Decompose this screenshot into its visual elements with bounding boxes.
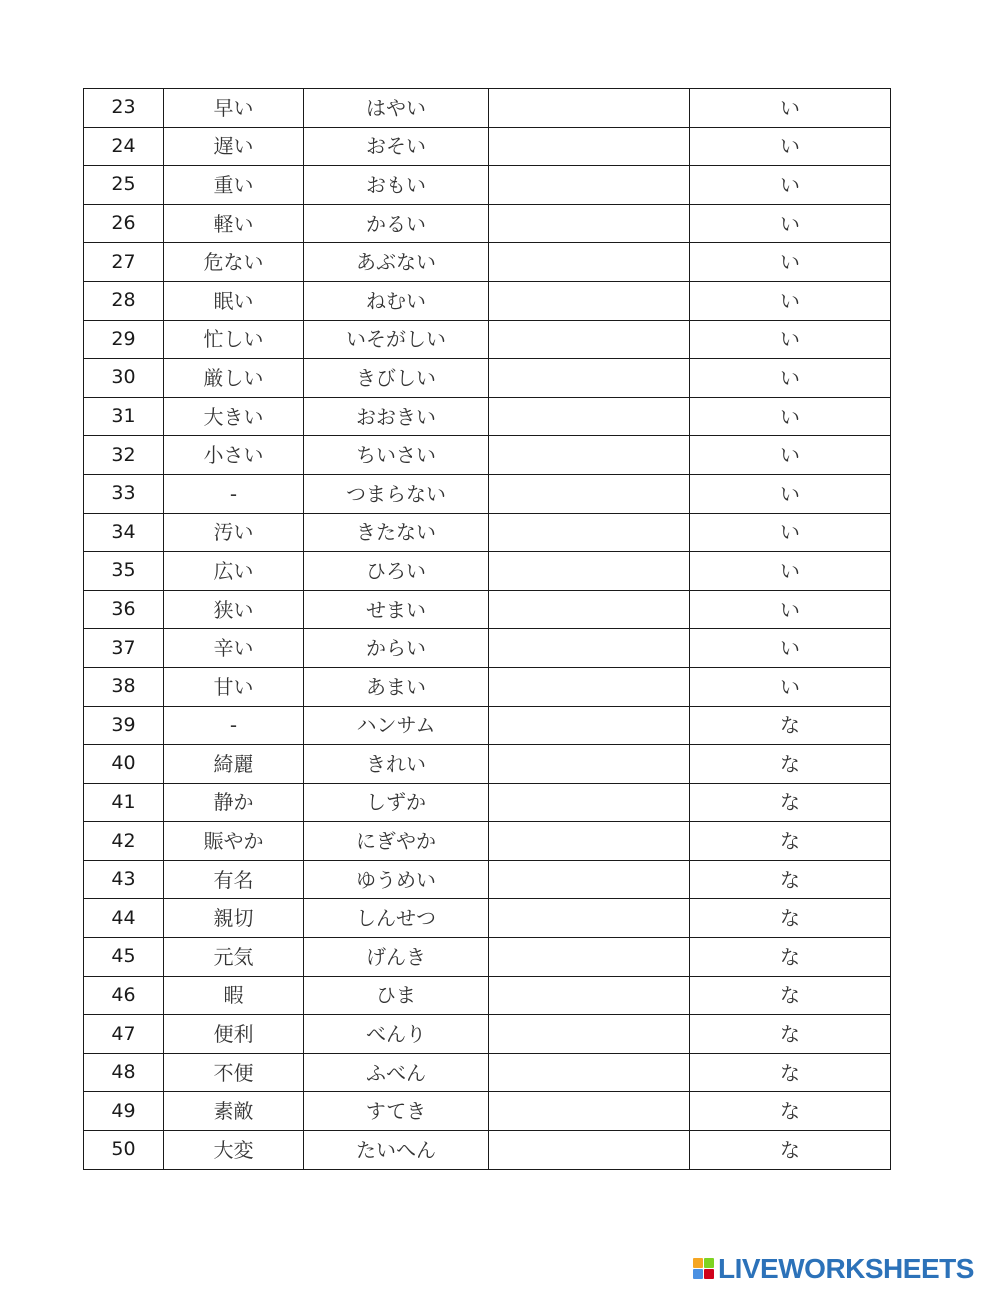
row-number: 26 [84, 204, 164, 243]
answer-blank-cell[interactable] [489, 1092, 690, 1131]
table-row [84, 166, 891, 205]
kana-cell: からい [304, 629, 489, 668]
row-number: 49 [84, 1092, 164, 1131]
kanji-cell: 大変 [164, 1131, 304, 1170]
row-number: 48 [84, 1053, 164, 1092]
kana-cell: ひま [304, 976, 489, 1015]
table-row [84, 822, 891, 861]
logo-square-4 [704, 1269, 714, 1279]
kanji-cell: 素敵 [164, 1092, 304, 1131]
kana-cell: ゆうめい [304, 860, 489, 899]
row-number: 34 [84, 513, 164, 552]
row-number: 39 [84, 706, 164, 745]
kanji-cell: 厳しい [164, 359, 304, 398]
kana-cell: きれい [304, 745, 489, 784]
kana-cell: たいへん [304, 1131, 489, 1170]
table-row [84, 243, 891, 282]
answer-blank-cell[interactable] [489, 513, 690, 552]
kanji-cell: 有名 [164, 860, 304, 899]
table-row [84, 552, 891, 591]
row-number: 50 [84, 1131, 164, 1170]
adjective-type-cell: い [690, 552, 891, 591]
table-row [84, 89, 891, 128]
adjective-type-cell: い [690, 436, 891, 475]
row-number: 31 [84, 397, 164, 436]
kanji-cell: - [164, 474, 304, 513]
table-row [84, 1053, 891, 1092]
table-row [84, 513, 891, 552]
row-number: 28 [84, 281, 164, 320]
table-row [84, 281, 891, 320]
adjective-type-cell: な [690, 860, 891, 899]
row-number: 38 [84, 667, 164, 706]
kanji-cell: 便利 [164, 1015, 304, 1054]
adjective-type-cell: い [690, 204, 891, 243]
table-row [84, 1015, 891, 1054]
row-number: 25 [84, 166, 164, 205]
adjective-type-cell: な [690, 745, 891, 784]
kana-cell: せまい [304, 590, 489, 629]
kanji-cell: 汚い [164, 513, 304, 552]
row-number: 35 [84, 552, 164, 591]
row-number: 44 [84, 899, 164, 938]
kanji-cell: 賑やか [164, 822, 304, 861]
kanji-cell: 小さい [164, 436, 304, 475]
kana-cell: おもい [304, 166, 489, 205]
answer-blank-cell[interactable] [489, 706, 690, 745]
answer-blank-cell[interactable] [489, 127, 690, 166]
answer-blank-cell[interactable] [489, 783, 690, 822]
kana-cell: げんき [304, 938, 489, 977]
table-row [84, 359, 891, 398]
kanji-cell: 親切 [164, 899, 304, 938]
table-row [84, 204, 891, 243]
adjective-type-cell: い [690, 166, 891, 205]
kanji-cell: 静か [164, 783, 304, 822]
answer-blank-cell[interactable] [489, 436, 690, 475]
adjective-type-cell: い [690, 281, 891, 320]
kanji-cell: 軽い [164, 204, 304, 243]
row-number: 36 [84, 590, 164, 629]
table-row [84, 667, 891, 706]
answer-blank-cell[interactable] [489, 1015, 690, 1054]
table-row [84, 629, 891, 668]
adjective-type-cell: な [690, 822, 891, 861]
kana-cell: はやい [304, 89, 489, 128]
kana-cell: いそがしい [304, 320, 489, 359]
logo-square-2 [704, 1258, 714, 1268]
answer-blank-cell[interactable] [489, 822, 690, 861]
answer-blank-cell[interactable] [489, 976, 690, 1015]
kanji-cell: 重い [164, 166, 304, 205]
table-row [84, 976, 891, 1015]
adjective-type-cell: い [690, 667, 891, 706]
kana-cell: にぎやか [304, 822, 489, 861]
table-row [84, 1092, 891, 1131]
row-number: 32 [84, 436, 164, 475]
kanji-cell: 元気 [164, 938, 304, 977]
kana-cell: ちいさい [304, 436, 489, 475]
table-row [84, 706, 891, 745]
kanji-cell: 眠い [164, 281, 304, 320]
kanji-cell: 忙しい [164, 320, 304, 359]
row-number: 46 [84, 976, 164, 1015]
answer-blank-cell[interactable] [489, 590, 690, 629]
liveworksheets-branding[interactable] [693, 1254, 974, 1284]
row-number: 30 [84, 359, 164, 398]
table-row [84, 1131, 891, 1170]
kana-cell: あぶない [304, 243, 489, 282]
answer-blank-cell[interactable] [489, 552, 690, 591]
adjective-type-cell: い [690, 629, 891, 668]
table-row [84, 783, 891, 822]
adjective-type-cell: い [690, 320, 891, 359]
kana-cell: おおきい [304, 397, 489, 436]
adjective-type-cell: な [690, 1015, 891, 1054]
adjective-type-cell: な [690, 1053, 891, 1092]
table-row [84, 899, 891, 938]
row-number: 29 [84, 320, 164, 359]
table-row [84, 590, 891, 629]
table-row [84, 860, 891, 899]
adjective-type-cell: い [690, 397, 891, 436]
answer-blank-cell[interactable] [489, 667, 690, 706]
answer-blank-cell[interactable] [489, 745, 690, 784]
adjective-type-cell: な [690, 1092, 891, 1131]
adjective-type-cell: い [690, 243, 891, 282]
table-row [84, 397, 891, 436]
kanji-cell: 辛い [164, 629, 304, 668]
kana-cell: ねむい [304, 281, 489, 320]
kanji-cell: 不便 [164, 1053, 304, 1092]
kana-cell: あまい [304, 667, 489, 706]
table-row [84, 320, 891, 359]
kana-cell: ふべん [304, 1053, 489, 1092]
answer-blank-cell[interactable] [489, 474, 690, 513]
adjective-type-cell: な [690, 1131, 891, 1170]
vocabulary-rows [84, 89, 891, 1170]
kana-cell: きたない [304, 513, 489, 552]
adjective-type-cell: な [690, 706, 891, 745]
kana-cell: しんせつ [304, 899, 489, 938]
kana-cell: かるい [304, 204, 489, 243]
logo-square-1 [693, 1258, 703, 1268]
kana-cell: きびしい [304, 359, 489, 398]
logo-square-3 [693, 1269, 703, 1279]
adjective-type-cell: な [690, 938, 891, 977]
row-number: 45 [84, 938, 164, 977]
row-number: 40 [84, 745, 164, 784]
table-row [84, 127, 891, 166]
answer-blank-cell[interactable] [489, 899, 690, 938]
adjective-type-cell: な [690, 899, 891, 938]
kanji-cell: 綺麗 [164, 745, 304, 784]
adjective-type-cell: な [690, 783, 891, 822]
liveworksheets-logo-icon [693, 1258, 715, 1280]
kana-cell: べんり [304, 1015, 489, 1054]
answer-blank-cell[interactable] [489, 359, 690, 398]
answer-blank-cell[interactable] [489, 1053, 690, 1092]
kana-cell: ハンサム [304, 706, 489, 745]
row-number: 47 [84, 1015, 164, 1054]
kana-cell: つまらない [304, 474, 489, 513]
adjective-type-cell: い [690, 590, 891, 629]
answer-blank-cell[interactable] [489, 938, 690, 977]
answer-blank-cell[interactable] [489, 1131, 690, 1170]
row-number: 42 [84, 822, 164, 861]
kana-cell: ひろい [304, 552, 489, 591]
table-row [84, 745, 891, 784]
adjective-type-cell: い [690, 359, 891, 398]
kanji-cell: 狭い [164, 590, 304, 629]
kanji-cell: 広い [164, 552, 304, 591]
adjective-type-cell: な [690, 976, 891, 1015]
row-number: 23 [84, 89, 164, 128]
kanji-cell: 早い [164, 89, 304, 128]
kanji-cell: 危ない [164, 243, 304, 282]
row-number: 33 [84, 474, 164, 513]
kanji-cell: 甘い [164, 667, 304, 706]
kana-cell: おそい [304, 127, 489, 166]
adjective-type-cell: い [690, 89, 891, 128]
adjective-type-cell: い [690, 513, 891, 552]
liveworksheets-wordmark: LIVEWORKSHEETS [718, 1253, 974, 1284]
table-row [84, 436, 891, 475]
adjective-type-cell: い [690, 474, 891, 513]
answer-blank-cell[interactable] [489, 860, 690, 899]
answer-blank-cell[interactable] [489, 281, 690, 320]
kanji-cell: 暇 [164, 976, 304, 1015]
table-row [84, 474, 891, 513]
row-number: 41 [84, 783, 164, 822]
answer-blank-cell[interactable] [489, 320, 690, 359]
answer-blank-cell[interactable] [489, 204, 690, 243]
answer-blank-cell[interactable] [489, 243, 690, 282]
kanji-cell: 大きい [164, 397, 304, 436]
kanji-cell: - [164, 706, 304, 745]
answer-blank-cell[interactable] [489, 629, 690, 668]
kanji-cell: 遅い [164, 127, 304, 166]
vocabulary-table [83, 88, 891, 1170]
adjective-type-cell: い [690, 127, 891, 166]
row-number: 24 [84, 127, 164, 166]
row-number: 37 [84, 629, 164, 668]
answer-blank-cell[interactable] [489, 166, 690, 205]
table-row [84, 938, 891, 977]
row-number: 27 [84, 243, 164, 282]
row-number: 43 [84, 860, 164, 899]
answer-blank-cell[interactable] [489, 397, 690, 436]
kana-cell: すてき [304, 1092, 489, 1131]
answer-blank-cell[interactable] [489, 89, 690, 128]
kana-cell: しずか [304, 783, 489, 822]
